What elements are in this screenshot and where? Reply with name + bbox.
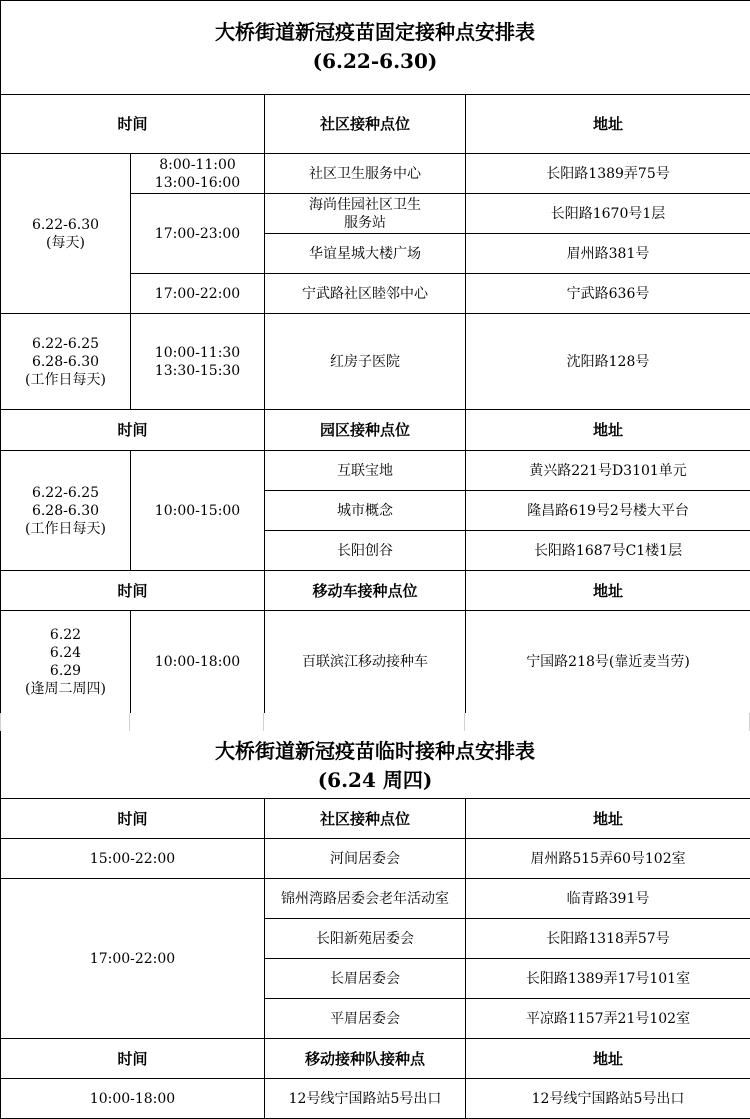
address-cell: 临青路391号 bbox=[466, 879, 750, 919]
address-cell: 宁武路636号 bbox=[466, 274, 750, 314]
header-address: 地址 bbox=[466, 799, 750, 839]
address-cell: 长阳路1670号1层 bbox=[466, 194, 750, 234]
site-cell: 城市概念 bbox=[265, 491, 466, 531]
header-mobile-site: 移动车接种点位 bbox=[265, 571, 466, 611]
hours-cell: 17:00-22:00 bbox=[1, 879, 265, 1039]
table-row bbox=[1, 611, 750, 714]
section2-title: 大桥街道新冠疫苗临时接种点安排表 bbox=[0, 737, 750, 766]
site-cell: 百联滨江移动接种车 bbox=[265, 611, 466, 714]
date-cell: 6.22 6.24 6.29 (逢周二周四) bbox=[1, 611, 131, 714]
header-address: 地址 bbox=[466, 571, 750, 611]
hours-cell: 17:00-23:00 bbox=[131, 194, 265, 274]
section1-title: 大桥街道新冠疫苗固定接种点安排表 bbox=[0, 18, 750, 47]
table-row bbox=[1, 154, 750, 194]
table-header-row bbox=[1, 799, 750, 839]
section2-subtitle: (6.24 周四) bbox=[0, 766, 750, 795]
header-team-site: 移动接种队接种点 bbox=[265, 1039, 466, 1079]
site-cell: 华谊星城大楼广场 bbox=[265, 234, 466, 274]
header-address: 地址 bbox=[466, 95, 750, 154]
address-cell: 黄兴路221号D3101单元 bbox=[466, 451, 750, 491]
hours-cell: 10:00-18:00 bbox=[1, 1079, 265, 1119]
mobile-header-row bbox=[1, 571, 750, 611]
site-cell: 河间居委会 bbox=[265, 839, 466, 879]
site-cell: 长阳创谷 bbox=[265, 531, 466, 571]
date-cell: 6.22-6.30 (每天) bbox=[1, 154, 131, 314]
table-row bbox=[1, 451, 750, 491]
header-address: 地址 bbox=[466, 410, 750, 451]
address-cell: 长阳路1318弄57号 bbox=[466, 919, 750, 959]
section1-subtitle: (6.22-6.30) bbox=[0, 47, 750, 76]
park-header-row bbox=[1, 410, 750, 451]
header-time: 时间 bbox=[1, 95, 265, 154]
table-row bbox=[1, 879, 750, 919]
site-cell: 锦州湾路居委会老年活动室 bbox=[265, 879, 466, 919]
site-cell: 12号线宁国路站5号出口 bbox=[265, 1079, 466, 1119]
hours-cell: 15:00-22:00 bbox=[1, 839, 265, 879]
hours-cell: 10:00-15:00 bbox=[131, 451, 265, 571]
address-cell: 宁国路218号(靠近麦当劳) bbox=[466, 611, 750, 714]
hours-cell: 10:00-11:30 13:30-15:30 bbox=[131, 314, 265, 410]
address-cell: 眉州路515弄60号102室 bbox=[466, 839, 750, 879]
site-cell: 社区卫生服务中心 bbox=[265, 154, 466, 194]
temporary-sites-table bbox=[0, 798, 750, 1119]
hours-cell: 8:00-11:00 13:00-16:00 bbox=[131, 154, 265, 194]
address-cell: 隆昌路619号2号楼大平台 bbox=[466, 491, 750, 531]
date-cell: 6.22-6.25 6.28-6.30 (工作日每天) bbox=[1, 451, 131, 571]
header-address: 地址 bbox=[466, 1039, 750, 1079]
site-cell: 海尚佳园社区卫生 服务站 bbox=[265, 194, 466, 234]
site-cell: 长眉居委会 bbox=[265, 959, 466, 999]
address-cell: 12号线宁国路站5号出口 bbox=[466, 1079, 750, 1119]
team-header-row bbox=[1, 1039, 750, 1079]
table-row bbox=[1, 1079, 750, 1119]
header-time: 时间 bbox=[1, 799, 265, 839]
address-cell: 沈阳路128号 bbox=[466, 314, 750, 410]
section2-title-block bbox=[0, 737, 750, 795]
section-divider bbox=[0, 713, 750, 731]
table-header-row bbox=[1, 95, 750, 154]
header-site: 社区接种点位 bbox=[265, 95, 466, 154]
address-cell: 长阳路1389弄75号 bbox=[466, 154, 750, 194]
site-cell: 平眉居委会 bbox=[265, 999, 466, 1039]
header-site: 社区接种点位 bbox=[265, 799, 466, 839]
table-row bbox=[1, 314, 750, 410]
header-time: 时间 bbox=[1, 571, 265, 611]
address-cell: 平凉路1157弄21号102室 bbox=[466, 999, 750, 1039]
address-cell: 眉州路381号 bbox=[466, 234, 750, 274]
table-row bbox=[1, 839, 750, 879]
hours-cell: 17:00-22:00 bbox=[131, 274, 265, 314]
address-cell: 长阳路1389弄17号101室 bbox=[466, 959, 750, 999]
header-time: 时间 bbox=[1, 1039, 265, 1079]
header-time: 时间 bbox=[1, 410, 265, 451]
header-park-site: 园区接种点位 bbox=[265, 410, 466, 451]
site-cell: 长阳新苑居委会 bbox=[265, 919, 466, 959]
section1-title-block bbox=[0, 18, 750, 76]
hours-cell: 10:00-18:00 bbox=[131, 611, 265, 714]
fixed-sites-table bbox=[0, 94, 750, 714]
site-cell: 红房子医院 bbox=[265, 314, 466, 410]
date-cell: 6.22-6.25 6.28-6.30 (工作日每天) bbox=[1, 314, 131, 410]
site-cell: 宁武路社区睦邻中心 bbox=[265, 274, 466, 314]
site-cell: 互联宝地 bbox=[265, 451, 466, 491]
address-cell: 长阳路1687号C1楼1层 bbox=[466, 531, 750, 571]
